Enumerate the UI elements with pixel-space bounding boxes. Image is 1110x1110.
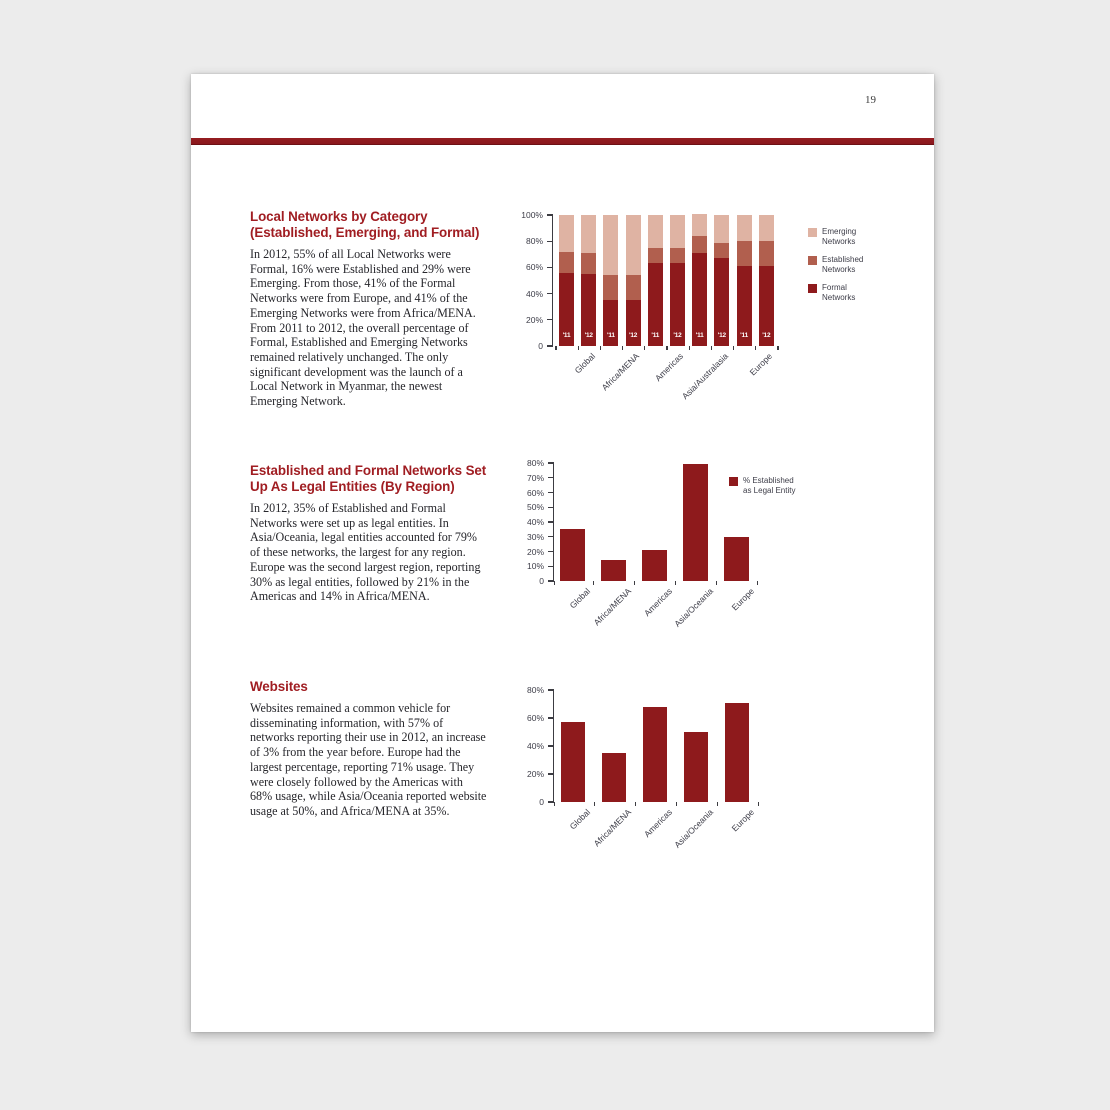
bar-segment-established-networks [603, 275, 618, 300]
bar-segment-emerging-networks [670, 215, 685, 248]
section-local-networks-by-category [250, 209, 487, 409]
y-axis-line [553, 462, 555, 582]
section-heading: Established and Formal Networks Set Up As Legal Entities (By Region) [250, 463, 487, 494]
bar-segment-established-networks [559, 252, 574, 273]
y-axis-tick [548, 566, 553, 567]
bar-segment-established-networks [759, 241, 774, 266]
bar [643, 707, 667, 802]
x-axis-label: Global [567, 807, 593, 832]
x-axis-tick [554, 581, 555, 585]
bar-segment-established-networks [737, 241, 752, 266]
y-axis-tick-label: 100% [521, 210, 543, 220]
x-axis-label: Europe [729, 586, 756, 613]
y-axis-tick [547, 214, 552, 215]
section-body: In 2012, 55% of all Local Networks were Formal, 16% were Established and 29% were Emerging. From those, 41% of the Formal Networks were from Europe, and 41% of the Emerging Networks were from Africa/MENA. From 2011 to 2012, the overall percentage of Formal, Established and Emerging Networks remained relatively unchanged. The only significant development was the launch of a Local Network in Myanmar, the newest Emerging Network. [250, 247, 476, 409]
x-axis-tick [594, 802, 595, 806]
legend-swatch-icon [808, 228, 817, 237]
bar [724, 537, 749, 581]
legend-swatch-icon [729, 477, 738, 486]
bar-segment-established-networks [581, 253, 596, 274]
legend-item [808, 283, 870, 303]
x-axis-tick [622, 346, 623, 350]
y-axis-tick-label: 70% [526, 472, 544, 483]
bar [684, 732, 708, 802]
x-axis-tick [555, 346, 556, 350]
bar-segment-emerging-networks [603, 215, 618, 275]
x-axis-tick [666, 346, 667, 350]
bar-segment-emerging-networks [626, 215, 641, 275]
bar-segment-established-networks [648, 248, 663, 264]
legend-label: % Established as Legal Entity [743, 476, 796, 495]
y-axis-tick-label: 80% [525, 236, 543, 247]
section-legal-entities [250, 463, 487, 604]
bar [683, 464, 708, 581]
x-axis-label: Americas [653, 351, 686, 384]
header-rule [191, 138, 934, 145]
legend-label: Formal Networks [822, 283, 856, 302]
legend-swatch-icon [808, 256, 817, 265]
chart-legal-entities-by-region [526, 458, 796, 629]
y-axis-tick-label: 0 [539, 797, 544, 807]
legend-item [808, 255, 870, 275]
x-axis-tick [554, 802, 555, 806]
bar-year-label: '12 [584, 332, 593, 339]
x-axis-tick [716, 581, 717, 585]
x-axis-label: Africa/MENA [591, 586, 633, 628]
x-axis-label: Asia/Australasia [679, 351, 730, 402]
y-axis-tick [548, 536, 553, 537]
bar-year-label: '11 [562, 332, 571, 339]
bar-year-label: '12 [673, 332, 682, 339]
x-axis-tick [675, 581, 676, 585]
y-axis-tick [548, 492, 553, 493]
bar-year-label: '12 [629, 332, 638, 339]
y-axis-tick-label: 20% [526, 769, 544, 779]
bar [602, 753, 626, 802]
y-axis-tick [548, 580, 553, 581]
x-axis-label: Global [567, 586, 592, 611]
legend-label: Established Networks [822, 255, 864, 274]
y-axis-tick-label: 60% [526, 487, 544, 498]
bar-segment-emerging-networks [737, 215, 752, 241]
y-axis-tick-label: 60% [526, 713, 544, 723]
y-axis-tick [548, 801, 553, 802]
y-axis-tick-label: 0 [538, 341, 543, 351]
y-axis-tick [547, 319, 552, 320]
chart-website-usage [526, 685, 759, 850]
bar [601, 560, 626, 581]
bar-year-label: '12 [762, 332, 771, 339]
x-axis-label: Americas [641, 586, 674, 619]
bar-segment-emerging-networks [714, 215, 729, 243]
x-axis-tick [711, 346, 712, 350]
y-axis-line [553, 689, 555, 803]
y-axis-tick-label: 10% [526, 561, 544, 572]
y-axis-tick [547, 293, 552, 294]
bar-year-label: '12 [717, 332, 726, 339]
bar-segment-established-networks [626, 275, 641, 300]
x-axis-tick [755, 346, 756, 350]
chart-networks-by-category [521, 210, 864, 402]
y-axis-tick-label: 60% [525, 262, 543, 273]
y-axis-tick [547, 241, 552, 242]
x-axis-label: Asia/Oceania [671, 586, 715, 629]
bar-year-label: '11 [651, 332, 660, 339]
x-axis-tick [593, 581, 594, 585]
x-axis-tick [777, 346, 778, 350]
x-axis-tick [733, 346, 734, 350]
y-axis-tick [548, 521, 553, 522]
x-axis-tick [600, 346, 601, 350]
x-axis-label: Europe [729, 807, 757, 834]
y-axis-tick [548, 717, 553, 718]
legend-item [808, 227, 870, 247]
y-axis-tick-label: 80% [526, 685, 544, 695]
x-axis-tick [578, 346, 579, 350]
bar-segment-emerging-networks [581, 215, 596, 253]
y-axis-tick-label: 0 [539, 576, 544, 586]
y-axis-tick [548, 551, 553, 552]
y-axis-tick-label: 40% [526, 517, 544, 527]
bar [561, 722, 585, 802]
x-axis-tick [689, 346, 690, 350]
bar-year-label: '11 [740, 332, 748, 339]
bar-segment-emerging-networks [692, 214, 707, 236]
report-page [191, 74, 934, 1032]
legend-swatch-icon [808, 284, 817, 293]
x-axis-tick [644, 346, 645, 350]
x-axis-tick [676, 802, 677, 806]
section-heading: Websites [250, 679, 308, 694]
y-axis-line [552, 214, 554, 347]
y-axis-tick [548, 745, 553, 746]
y-axis-tick-label: 80% [526, 458, 544, 468]
bar-segment-emerging-networks [648, 215, 663, 248]
bar [642, 550, 667, 581]
x-axis-label: Global [572, 351, 597, 376]
page-number: 19 [865, 94, 876, 106]
x-axis-tick [635, 802, 636, 806]
bar-year-label: '11 [606, 332, 615, 339]
x-axis-label: Africa/MENA [599, 351, 642, 393]
section-heading: Local Networks by Category (Established, Emerging, and Formal) [250, 209, 480, 240]
y-axis-tick-label: 20% [525, 314, 543, 325]
y-axis-tick [548, 462, 553, 463]
section-websites [250, 679, 487, 819]
x-axis-tick [634, 581, 635, 585]
y-axis-tick-label: 40% [526, 741, 544, 751]
y-axis-tick-label: 20% [526, 546, 544, 557]
legend-label: Emerging Networks [822, 227, 857, 246]
section-body: Websites remained a common vehicle for disseminating information, with 57% of networks reporting their use in 2012, an increase of 3% from the year before. Europe had the largest percentage, reporting 71% usage. They were closely followed by the Americas with 68% usage, while Asia/Oceania reported website usage at 50%, and Africa/MENA at 35%. [250, 701, 487, 818]
y-axis-tick-label: 40% [525, 288, 543, 299]
bar-segment-emerging-networks [759, 215, 774, 241]
x-axis-tick [758, 802, 759, 806]
bar [560, 529, 585, 581]
bar-segment-emerging-networks [559, 215, 574, 252]
y-axis-tick-label: 50% [526, 502, 544, 513]
bar-segment-established-networks [670, 248, 685, 264]
y-axis-tick [548, 773, 553, 774]
chart-legend [808, 227, 870, 311]
x-axis-label: Asia/Oceania [672, 807, 716, 850]
y-axis-tick [548, 477, 553, 478]
x-axis-tick [757, 581, 758, 585]
x-axis-label: Europe [747, 351, 775, 378]
bar [725, 703, 749, 802]
bar-segment-formal-networks [603, 300, 618, 346]
bar-segment-established-networks [714, 243, 729, 259]
section-body: In 2012, 35% of Established and Formal Networks were set up as legal entities. In Asia/Oceania, legal entities accounted for 79% of these networks, the largest for any region. Europe was the second largest region, reporting 30% as legal entities, followed by 21% in the Americas and 14% in Africa/MENA. [250, 501, 481, 604]
x-axis-label: Americas [641, 807, 675, 840]
x-axis-tick [717, 802, 718, 806]
y-axis-tick [547, 345, 552, 346]
y-axis-tick-label: 30% [526, 531, 544, 542]
y-axis-tick [548, 507, 553, 508]
legend-item [729, 476, 803, 496]
x-axis-label: Africa/MENA [591, 807, 634, 849]
y-axis-tick [547, 267, 552, 268]
bar-year-label: '11 [695, 332, 704, 339]
chart-legend [729, 476, 803, 504]
bar-segment-formal-networks [626, 300, 641, 346]
bar-segment-established-networks [692, 236, 707, 253]
y-axis-tick [548, 689, 553, 690]
